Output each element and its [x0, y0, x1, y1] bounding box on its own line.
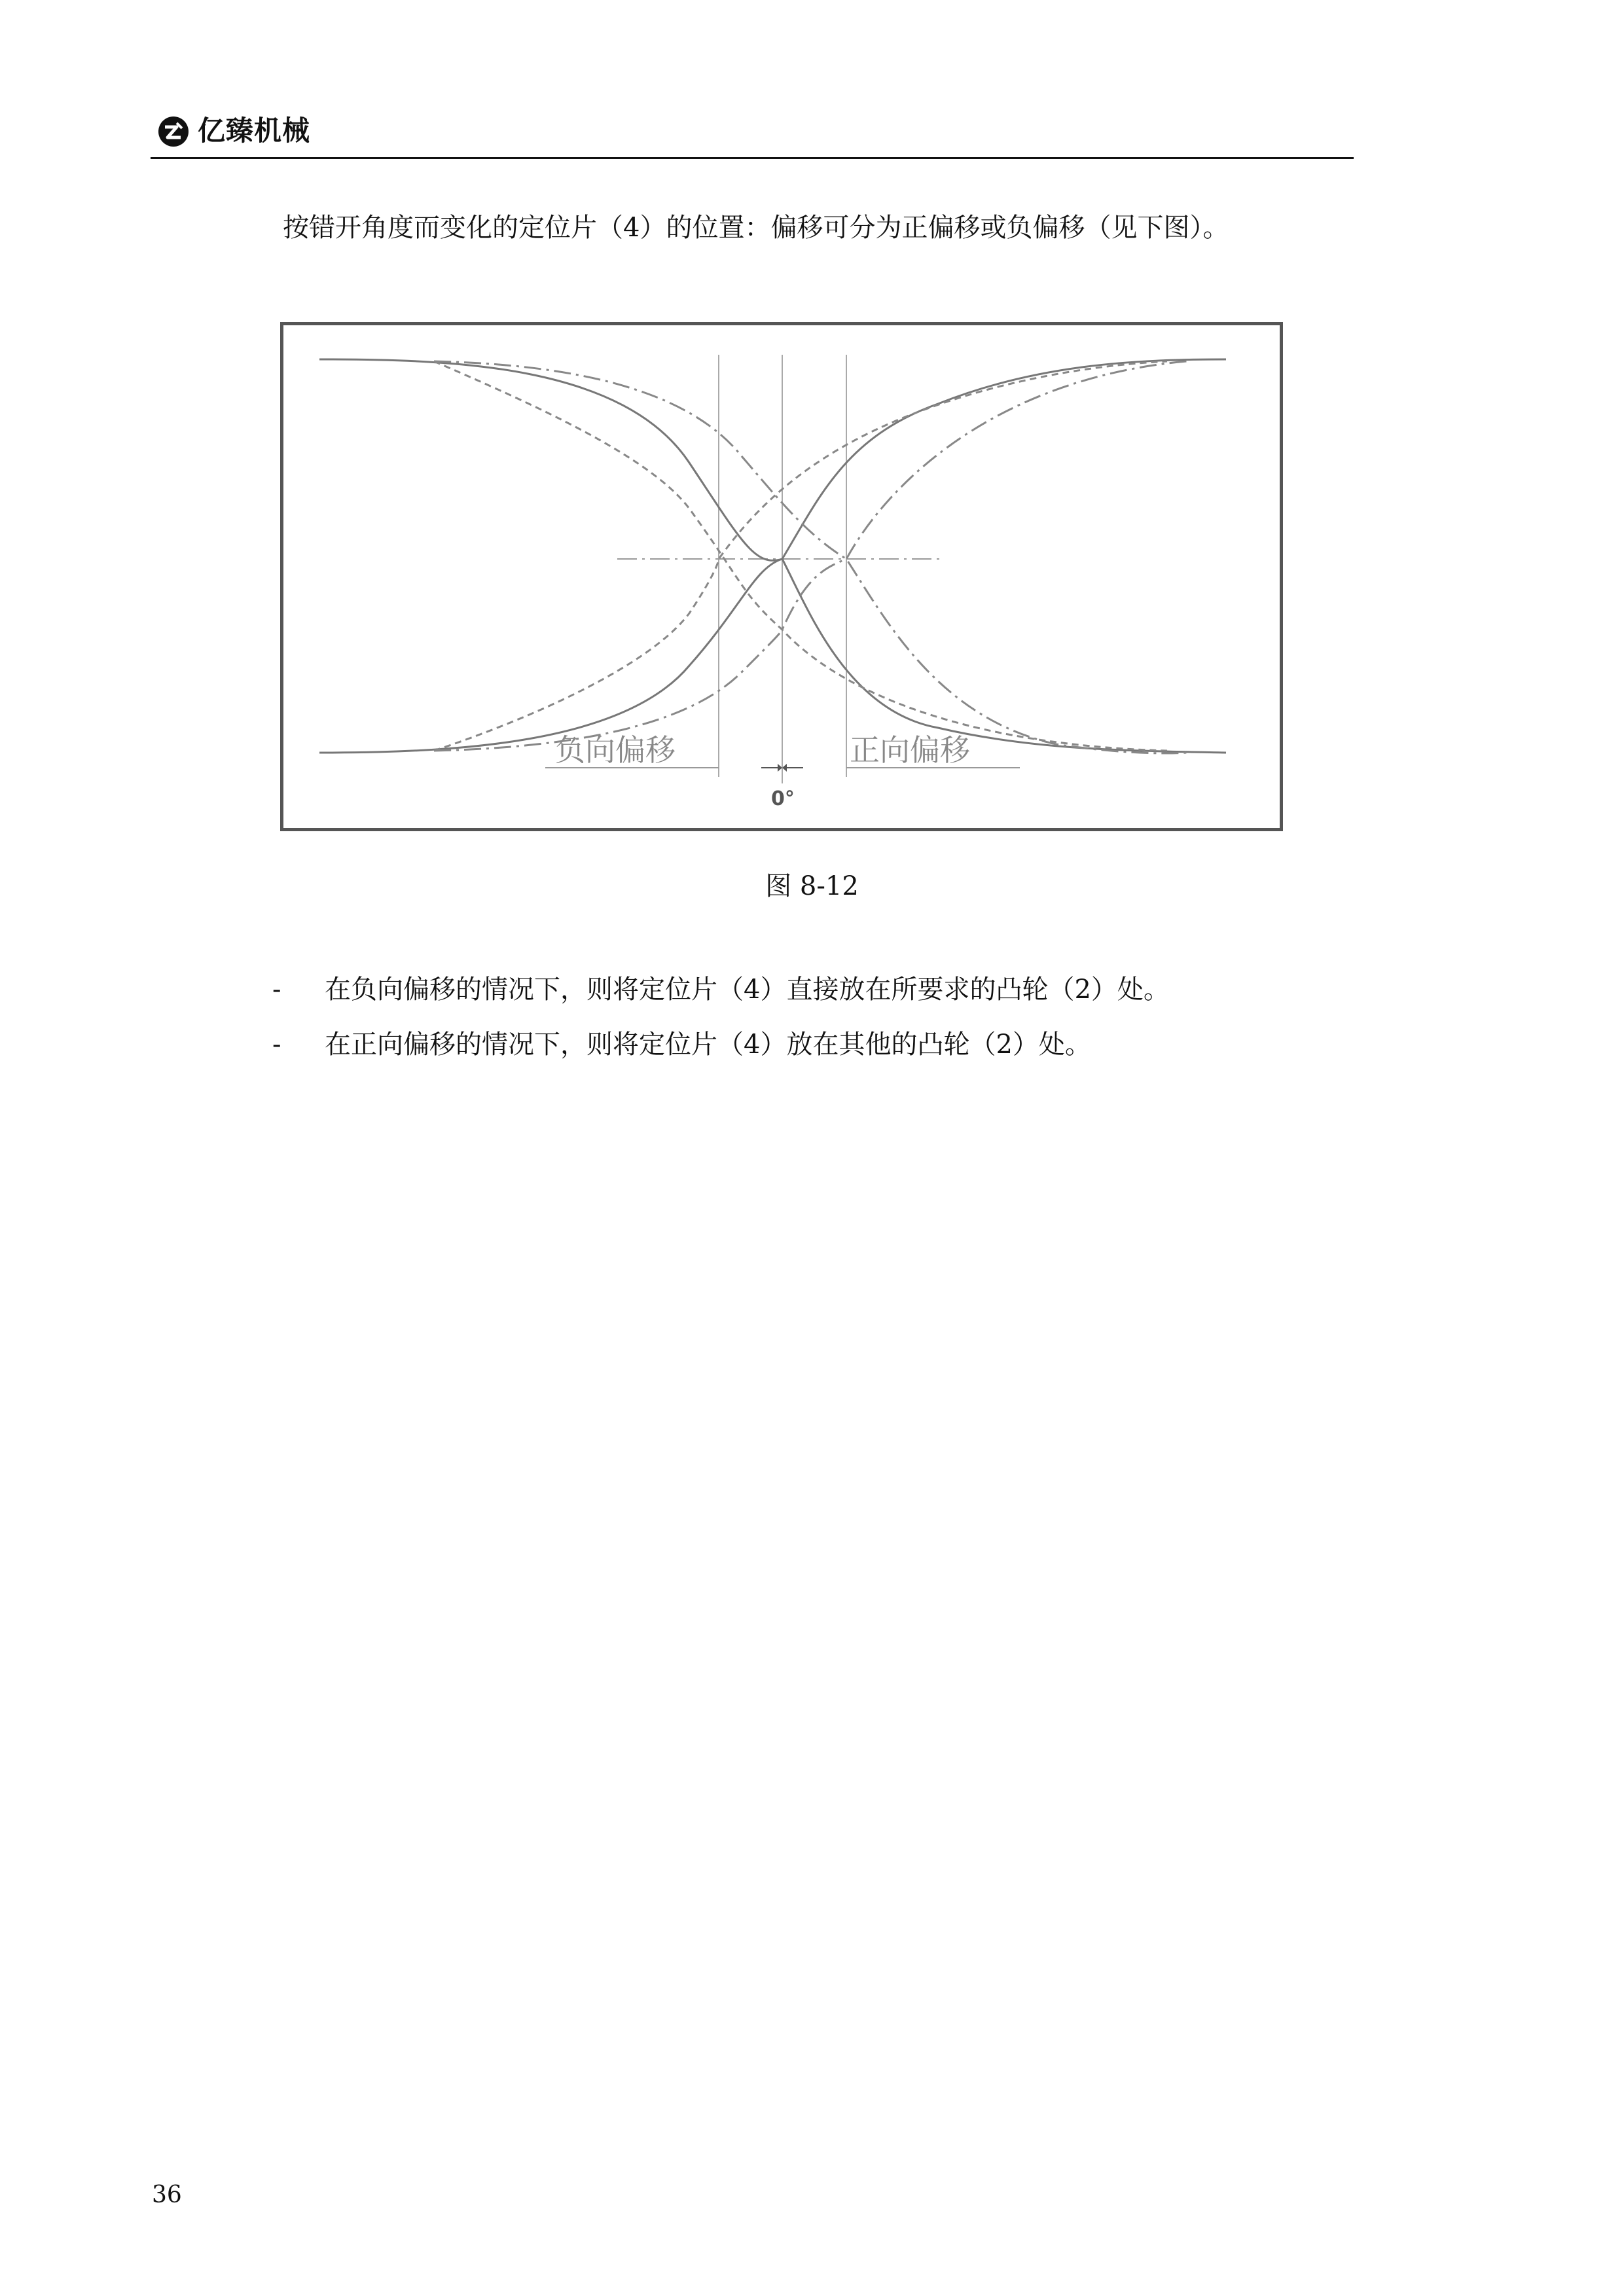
positive-offset-label: 正向偏移 [850, 732, 970, 768]
offset-curves-svg [283, 325, 1280, 828]
zero-arrow-left [778, 764, 782, 772]
list-item [272, 971, 1170, 1008]
solid-curve-falling [319, 359, 1226, 753]
solid-curve-rising [319, 359, 1226, 753]
intro-paragraph: 按错开角度而变化的定位片（4）的位置：偏移可分为正偏移或负偏移（见下图）。 [283, 213, 1229, 243]
list-dash: - [272, 975, 281, 1005]
dashed-curve-negative-rising [434, 361, 1167, 751]
offset-diagram [280, 322, 1283, 831]
list-item-text: 在正向偏移的情况下，则将定位片（4）放在其他的凸轮（2）处。 [325, 1030, 1091, 1060]
list-dash: - [272, 1030, 281, 1060]
company-name: 亿臻机械 [198, 115, 311, 147]
zero-arrow-right [782, 764, 787, 772]
dashdot-curve-positive-rising [434, 361, 1187, 751]
negative-offset-label: 负向偏移 [555, 732, 676, 768]
yz-logo-icon [157, 115, 190, 148]
page-header [151, 113, 1354, 159]
page-number: 36 [152, 2181, 182, 2208]
list-item [272, 1026, 1091, 1063]
list-item-text: 在负向偏移的情况下，则将定位片（4）直接放在所要求的凸轮（2）处。 [325, 975, 1170, 1005]
figure-caption: 图 8-12 [765, 871, 859, 901]
zero-degree-label: 0° [771, 787, 795, 810]
dashed-curve-negative-falling [434, 361, 1167, 751]
dashdot-curve-positive-falling [434, 361, 1187, 753]
